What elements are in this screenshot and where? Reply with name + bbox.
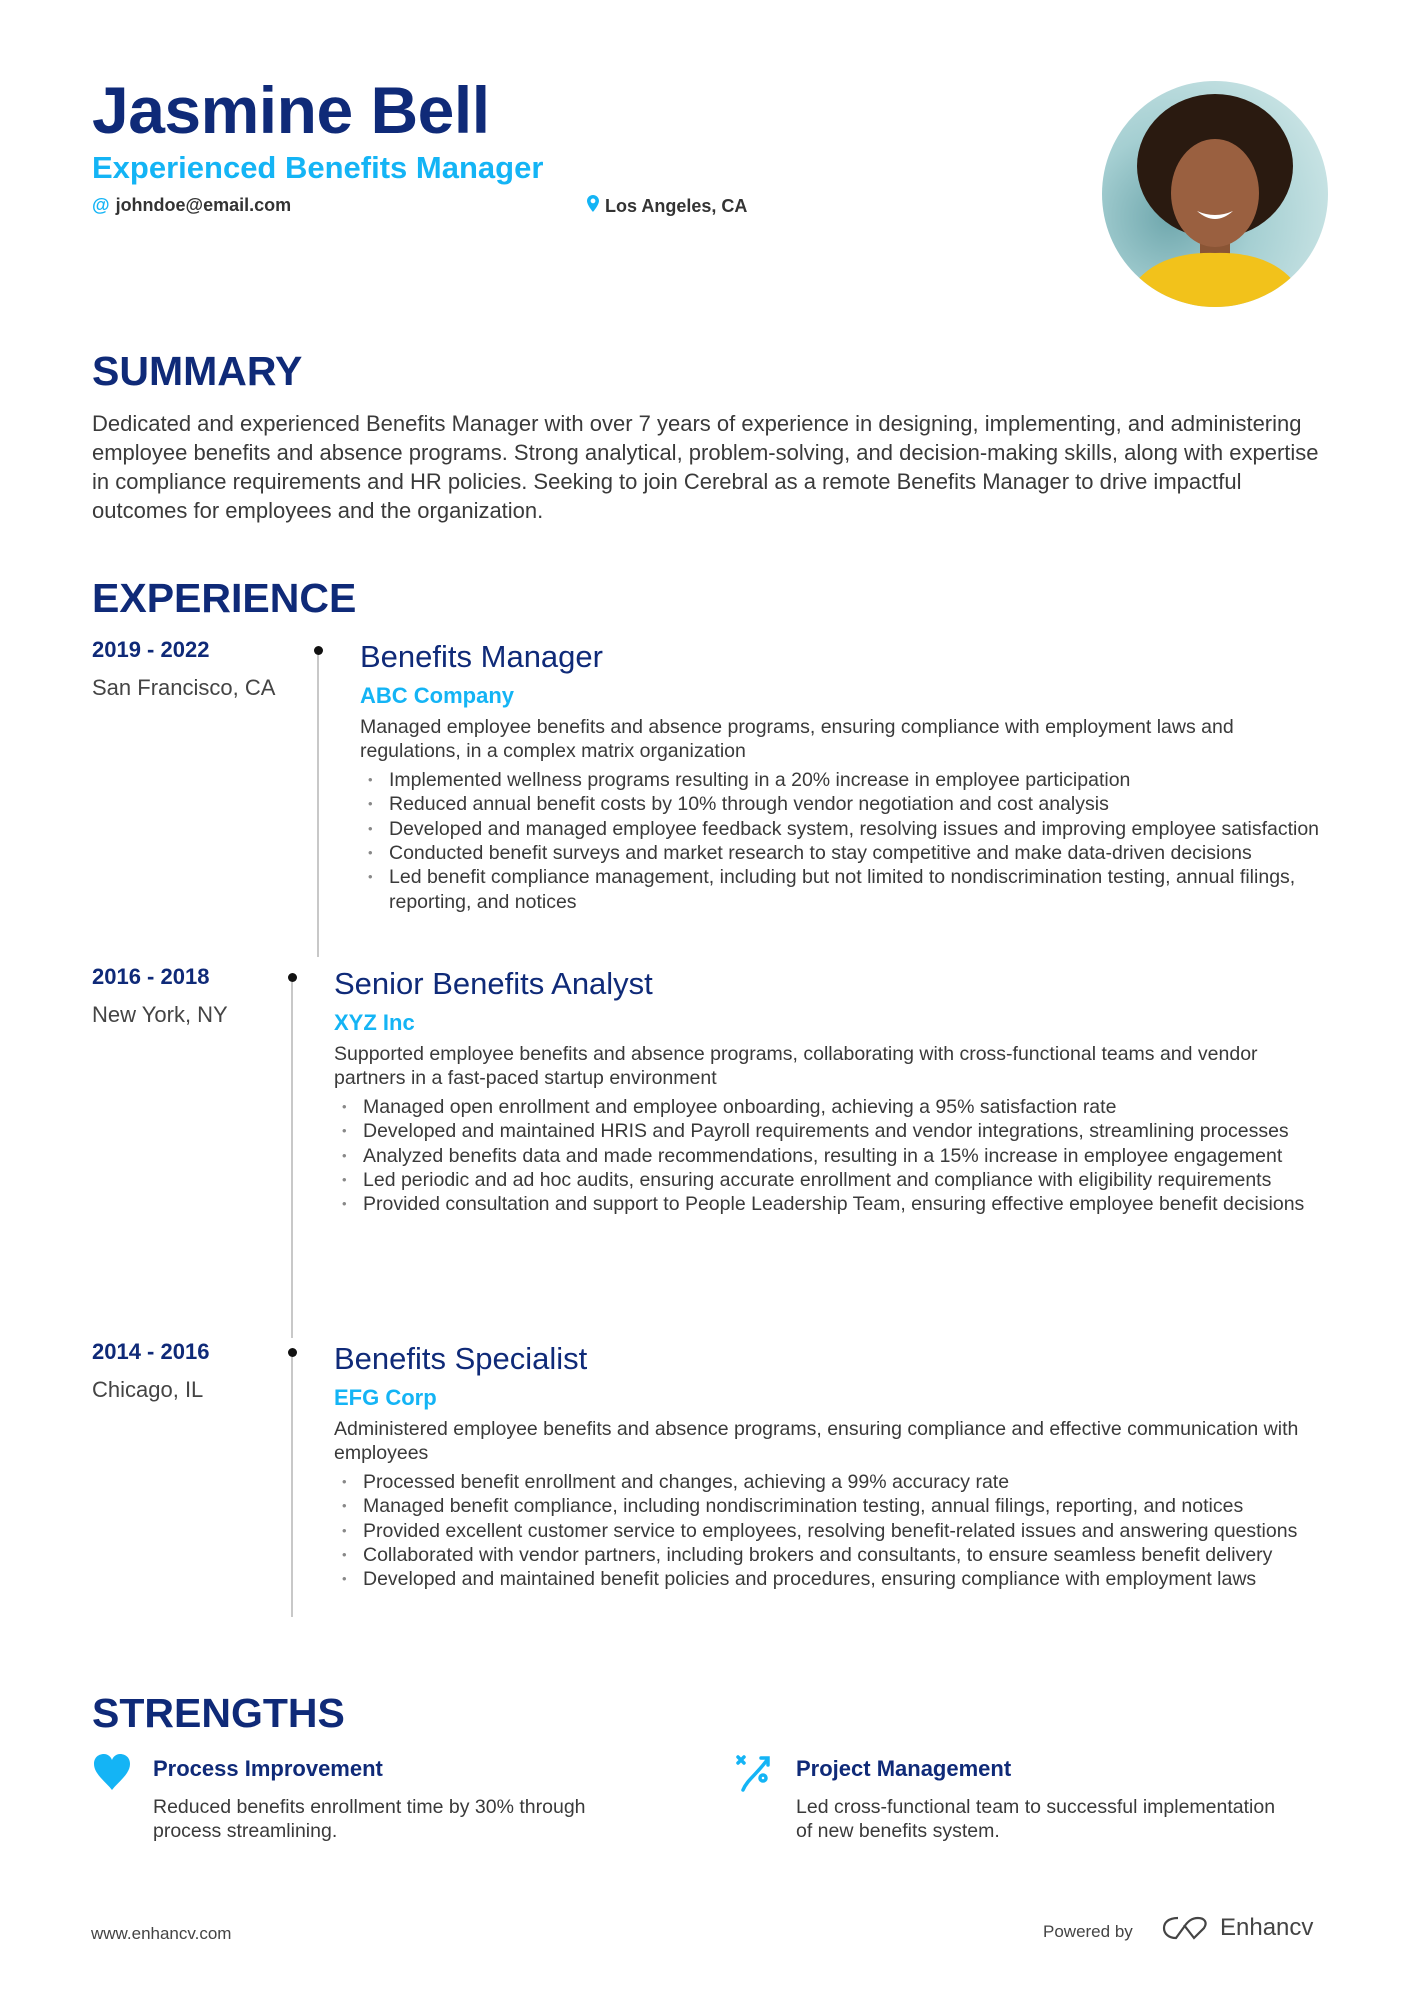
powered-by-label: Powered by bbox=[1043, 1922, 1133, 1941]
entry-body bbox=[334, 1339, 1334, 1592]
achievement-item: • Developed and maintained benefit policies and procedures, ensuring compliance with employment laws bbox=[334, 1567, 1334, 1591]
company-name: ABC Company bbox=[360, 683, 515, 708]
company-name: EFG Corp bbox=[334, 1385, 437, 1410]
achievement-item: • Conducted benefit surveys and market research to stay competitive and make data-driven decisions bbox=[360, 841, 1335, 865]
job-description: Managed employee benefits and absence programs, ensuring compliance with employment laws and regulations, in a complex matrix organization bbox=[360, 716, 1234, 763]
achievement-item: • Provided consultation and support to People Leadership Team, ensuring effective employee benefit decisions bbox=[334, 1192, 1334, 1216]
achievement-item: • Analyzed benefits data and made recommendations, resulting in a 15% increase in employee engagement bbox=[334, 1144, 1334, 1168]
entry-location: San Francisco, CA bbox=[92, 675, 276, 700]
achievement-item: • Reduced annual benefit costs by 10% through vendor negotiation and cost analysis bbox=[360, 792, 1335, 816]
candidate-name: Jasmine Bell bbox=[92, 73, 490, 147]
entry-body bbox=[334, 964, 1334, 1217]
email-contact bbox=[92, 195, 291, 216]
job-title: Benefits Manager bbox=[360, 639, 603, 674]
achievement-item: • Provided excellent customer service to employees, resolving benefit-related issues and answering questions bbox=[334, 1519, 1334, 1543]
achievement-item: • Managed benefit compliance, including nondiscrimination testing, annual filings, reporting, and notices bbox=[334, 1494, 1334, 1518]
footer-url[interactable]: www.enhancv.com bbox=[91, 1924, 232, 1943]
achievement-item: • Managed open enrollment and employee onboarding, achieving a 95% satisfaction rate bbox=[334, 1095, 1334, 1119]
entry-location: Chicago, IL bbox=[92, 1377, 204, 1402]
job-description: Supported employee benefits and absence programs, collaborating with cross-functional teams and vendor partners in a fast-paced startup environment bbox=[334, 1043, 1258, 1090]
timeline-dot bbox=[288, 973, 297, 982]
achievement-item: • Implemented wellness programs resulting in a 20% increase in employee participation bbox=[360, 768, 1335, 792]
profile-photo bbox=[1102, 81, 1328, 307]
entry-dates: 2016 - 2018 bbox=[92, 964, 210, 989]
strength-description: Led cross-functional team to successful implementation of new benefits system. bbox=[796, 1796, 1276, 1843]
location-pin-icon bbox=[587, 195, 599, 217]
achievement-list bbox=[334, 1470, 1334, 1592]
heart-icon bbox=[92, 1752, 132, 1792]
location-contact bbox=[587, 195, 747, 217]
candidate-title: Experienced Benefits Manager bbox=[92, 150, 544, 185]
achievement-list bbox=[334, 1095, 1334, 1217]
job-title: Benefits Specialist bbox=[334, 1341, 588, 1376]
enhancv-logo[interactable] bbox=[1162, 1914, 1313, 1942]
timeline-dot bbox=[314, 646, 323, 655]
project-path-icon bbox=[735, 1752, 775, 1792]
entry-dates: 2014 - 2016 bbox=[92, 1339, 210, 1364]
timeline-line bbox=[317, 655, 319, 957]
summary-heading: SUMMARY bbox=[92, 348, 303, 394]
strength-description: Reduced benefits enrollment time by 30% through process streamlining. bbox=[153, 1796, 586, 1843]
achievement-item: • Led periodic and ad hoc audits, ensuring accurate enrollment and compliance with eligibility requirements bbox=[334, 1168, 1334, 1192]
brand-name: Enhancv bbox=[1220, 1914, 1314, 1941]
achievement-item: • Developed and maintained HRIS and Payroll requirements and vendor integrations, streamlining processes bbox=[334, 1119, 1334, 1143]
achievement-list bbox=[360, 768, 1335, 914]
company-name: XYZ Inc bbox=[334, 1010, 415, 1035]
email-text[interactable]: johndoe@email.com bbox=[115, 195, 292, 215]
timeline-line bbox=[291, 982, 293, 1338]
strength-title: Project Management bbox=[796, 1756, 1012, 1781]
entry-location: New York, NY bbox=[92, 1002, 228, 1027]
entry-body bbox=[360, 637, 1335, 914]
achievement-item: • Led benefit compliance management, including but not limited to nondiscrimination testing, annual filings, reporting, and notices bbox=[360, 865, 1335, 914]
job-title: Senior Benefits Analyst bbox=[334, 966, 653, 1001]
timeline-dot bbox=[288, 1348, 297, 1357]
job-description: Administered employee benefits and absence programs, ensuring compliance and effective communication with employees bbox=[334, 1418, 1299, 1465]
experience-heading: EXPERIENCE bbox=[92, 575, 357, 621]
summary-text: Dedicated and experienced Benefits Manager with over 7 years of experience in designing, implementing, and administering employee benefits and absence programs. Strong analytical, problem-solving, and decision-making skills, along with expertise in compliance requirements and HR policies. Seeking to join Cerebral as a remote Benefits Manager to drive impactful outcomes for employees and the organization. bbox=[92, 411, 1319, 523]
strengths-heading: STRENGTHS bbox=[92, 1690, 345, 1736]
achievement-item: • Developed and managed employee feedback system, resolving issues and improving employee satisfaction bbox=[360, 817, 1335, 841]
at-icon: @ bbox=[92, 195, 110, 215]
location-text: Los Angeles, CA bbox=[605, 195, 748, 216]
achievement-item: • Collaborated with vendor partners, including brokers and consultants, to ensure seamless benefit delivery bbox=[334, 1543, 1334, 1567]
strength-title: Process Improvement bbox=[153, 1756, 383, 1781]
achievement-item: • Processed benefit enrollment and changes, achieving a 99% accuracy rate bbox=[334, 1470, 1334, 1494]
entry-dates: 2019 - 2022 bbox=[92, 637, 210, 662]
timeline-line bbox=[291, 1357, 293, 1617]
